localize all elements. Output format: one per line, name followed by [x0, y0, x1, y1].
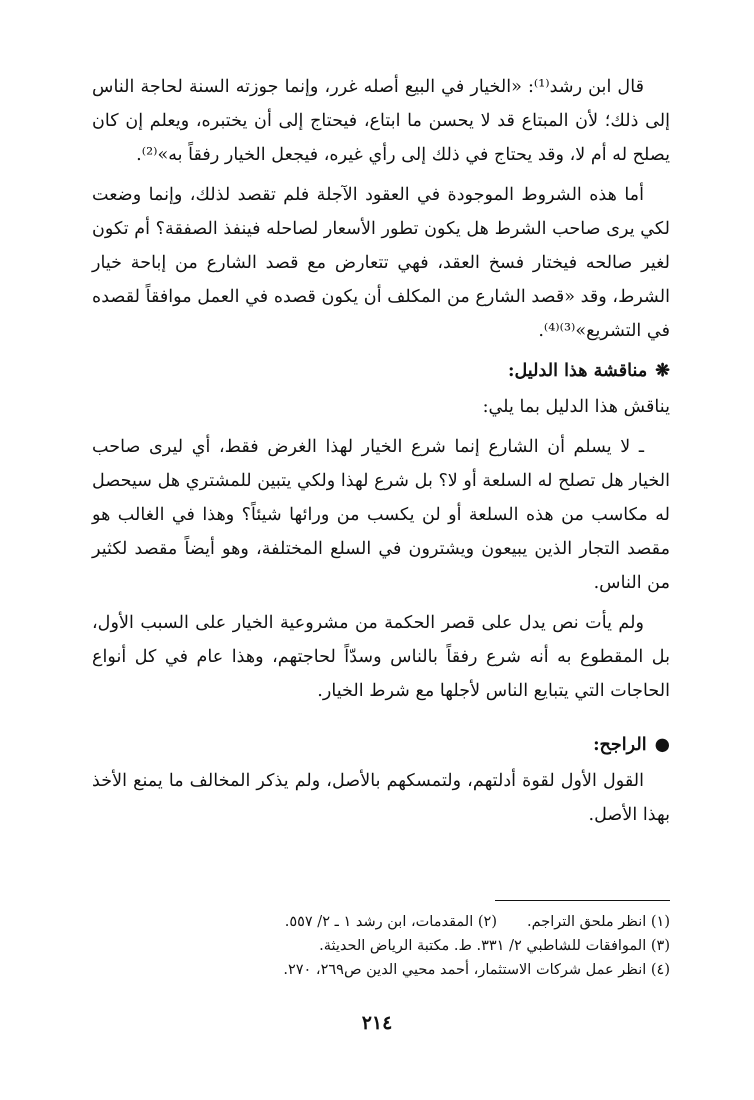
preferred-heading-text: الراجح: — [593, 734, 647, 755]
paragraph-ibn-rushd-quote: قال ابن رشد⁽¹⁾: «الخيار في البيع أصله غرر، وإنما جوزته السنة لحاجة الناس إلى ذلك؛ لأن المبتاع قد لا يحسن ما ابتاع، فيحتاج إلى أن يختبره، ويعلم إن كان يصلح له أم لا، وقد يحتاج في ذلك إلى رأي غيره، فيجعل الخيار رفقاً به»⁽²⁾. — [92, 77, 670, 165]
footnote-4: (٤) انظر عمل شركات الاستثمار، أحمد محيي الدين ص٢٦٩، ٢٧٠. — [283, 962, 670, 978]
footnote-divider — [495, 900, 670, 901]
footnote-1: (١) انظر ملحق التراجم. — [526, 914, 670, 930]
discussion-point: ـ لا يسلم أن الشارع إنما شرع الخيار لهذا الغرض فقط، أي ليرى صاحب الخيار هل تصلح له السلعة أو لا؟ بل شرع لهذا ولكي يتبين للمشتري هل سيحصل له مكاسب من هذه السلعة أو لن يكسب من ورائها شيئاً؟ وهذا في الغالب هو مقصد التجار الذين يبيعون ويشترون في السلع المختلفة، وهو أيضاً مقصد لكثير من الناس. — [92, 437, 670, 593]
paragraph-deferred-contracts: أما هذه الشروط الموجودة في العقود الآجلة فلم تقصد لذلك، وإنما وضعت لكي يرى صاحب الشرط هل يكون تطور الأسعار لصاحله فينفذ الصفقة؟ أم تكون لغير صالحه فيختار فسخ العقد، فهي تتعارض مع قصد الشارع من إباحة خيار الشرط، وقد «قصد الشارع من المكلف أن يكون قصده في العمل موافقاً لقصده في التشريع»⁽³⁾⁽⁴⁾. — [92, 185, 670, 341]
section-heading-discussion — [92, 354, 670, 388]
section-heading-preferred — [92, 728, 670, 762]
page-body — [92, 70, 670, 838]
page-number: ٢١٤ — [361, 1012, 393, 1034]
footnotes — [92, 910, 670, 982]
discussion-heading-text: مناقشة هذا الدليل: — [507, 360, 648, 381]
footnote-2: (٢) المقدمات، ابن رشد ١ ـ ٢/ ٥٥٧. — [284, 914, 497, 930]
asterisk-icon: ❋ — [655, 360, 670, 381]
bullet-icon: ● — [654, 734, 670, 755]
preferred-text: القول الأول لقوة أدلتهم، ولتمسكهم بالأصل، ولم يذكر المخالف ما يمنع الأخذ بهذا الأصل. — [92, 771, 670, 825]
discussion-intro: يناقش هذا الدليل بما يلي: — [482, 397, 670, 417]
footnote-row-1-2 — [92, 910, 670, 934]
footnote-3: (٣) الموافقات للشاطبي ٢/ ٣٣١. ط. مكتبة الرياض الحديثة. — [319, 938, 670, 954]
discussion-followup: ولم يأت نص يدل على قصر الحكمة من مشروعية الخيار على السبب الأول، بل المقطوع به أنه شرع رفقاً بالناس وسدّاً لحاجتهم، وهذا عام في كل أنواع الحاجات التي يتبايع الناس لأجلها مع شرط الخيار. — [92, 613, 670, 701]
